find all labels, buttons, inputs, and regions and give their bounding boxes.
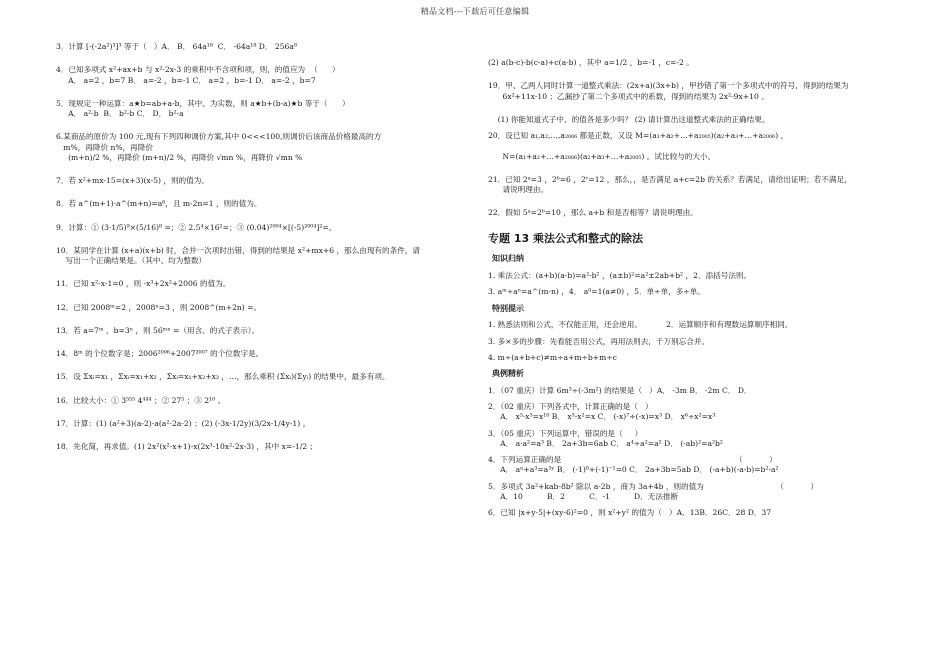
left-column <box>56 42 464 465</box>
example-1: 1．（07 重庆）计算 6m³÷(-3m²) 的结果是（ ）A． -3m B． -2m C． D． <box>488 385 752 395</box>
question-18: 18．先化简，再求值。(1) 2x²(x²-x+1)-x(2x³-10x²-2x-3) ，其中 x=-1/2 ； <box>56 442 318 451</box>
question-17: 17．计算：(1) (a²+3)(a-2)-a(a²-2a-2) ；(2) (-3x-1/2y)(3/2x-1/4y-1) 。 <box>56 418 311 428</box>
question-14: 14．8ᵐ 的个位数字是；2006²⁰⁰⁶+2007²⁰⁰⁷ 的个位数字是。 <box>56 349 264 358</box>
knowledge-line-1: 1. 乘法公式：(a+b)(a-b)=a²-b² ，(a±b)²=a²±2ab+b² ，2．添括号法则。 <box>488 271 752 281</box>
example-5: 5．多项式 3a²+kab-8b² 除以 a-2b ，商为 3a+4b ，则的值为 （ ） A．10 B．2 C．-1 D．无法推断 <box>488 481 819 501</box>
question-22: 22．假如 5ᵃ=2ᵇ=10 ，那么 a+b 和是否相等？请说明理由。 <box>488 208 698 218</box>
tip-line-3: 4. m÷(a+b+c)≠m÷a+m÷b+m÷c <box>488 352 617 362</box>
tips-heading: 特别提示 <box>492 303 524 313</box>
knowledge-line-2: 3. aᵐ÷aⁿ=a^(m-n) ，4． a⁰=1(a≠0) ，5．单÷单，多÷单。 <box>488 287 705 297</box>
tip-line-2: 3. 多×多的步骤：先看能否用公式，再用法则去，千万别忘合并。 <box>488 336 710 346</box>
example-3: 3．（05 重庆）下列运算中，错误的是（ ） A． a·a²=a³ B． 2a+3b=6ab C． a⁴÷a²=a² D． (-ab)²=a²b² <box>488 428 723 448</box>
question-16: 16．比较大小：① 3⁵⁵⁵ 4⁴⁴⁴ ；② 27⁵ ；③ 2¹⁰ 。 <box>56 395 226 405</box>
question-3: 3．计算 [-(-2a²)³]³ 等于（ ）A． B． 64a¹⁸ C． -64a¹⁸ D． 256a⁸ <box>56 42 297 51</box>
examples-heading: 典例精析 <box>492 369 524 379</box>
question-19-subparts: (1) 你能知道式子中、的值各是多少吗？ (2) 请计算出这道整式乘法的正确结果。 <box>488 114 770 124</box>
question-13: 13．若 a=7ᵐ ，b=3ⁿ ，则 56ᵐⁿ =（用含、的式子表示）。 <box>56 325 260 335</box>
question-19: 19．甲、乙两人同时计算一道整式乘法：(2x+a)(3x+b) ，甲抄错了第一个多项式中的符号，得到的结果为 6x²+11x-10 ；乙漏抄了第二个多项式中的系数，得到的结果为 2x²-9x+10 。 <box>488 81 849 101</box>
question-9: 9．计算：① (3·1/5)⁹×(5/16)⁸ =；② 2.5⁴×16²=；③ (0.04)²⁰⁰⁴×[(-5)²⁰⁰⁴]²=。 <box>56 222 337 232</box>
example-4: 4．下列运算正确的是 （ ） A． aⁿ+a³=a³ʸ B． (-1)⁰+(-1)⁻¹=0 C． 2a+3b=5ab D． (-a+b)(-a-b)=b²-a² <box>488 455 779 475</box>
question-20: 20．设已知 a₁,a₂,…,a₂₀₀₆ 都是正数，又设 M=(a₁+a₂+…+a₂₀₀₅)(a₂+a₃+…+a₂₀₀₆) ， N=(a₁+a₂+…+a₂₀₀₆)(a₂+a₃+…+a₂₀₀₅) 。试比较与的大小。 <box>488 131 789 161</box>
knowledge-heading: 知识归纳 <box>492 254 524 264</box>
example-6: 6．已知 |x+y-5|+(xy-6)²=0 ，则 x²+y² 的值为（ ）A．13B．26C．28 D．37 <box>488 508 772 518</box>
question-21: 21．已知 2ᵃ=3 ，2ᵇ=6 ，2ᶜ=12 ，那么，，是否满足 a+c=2b 的关系？若满足，请给出证明；若不满足， 请说明理由。 <box>488 174 852 194</box>
question-11: 11．已知 x²-x-1=0 ，则 -x³+2x²+2006 的值为。 <box>56 279 231 289</box>
question-6: 6.某商品的原价为 100 元,现有下列四种调价方案,其中 0<<<100,则调价后该商品价格最高的方 m%，再降价 n%，再降价 (m+n)/2 %，再降价 (m+n)/2 %，再降价 √mn %，再降价 √mn % <box>56 132 382 162</box>
page-header: 精品文档---下载后可任意编辑 <box>420 7 530 16</box>
question-15: 15．设 Σxᵢ=x₁ ，Σxᵢ=x₁+x₂ ，Σxᵢ=x₁+x₂+x₃ ，…，那么乘积 (Σxᵢ)(Σyᵢ) 的结果中，最多有项。 <box>56 372 390 382</box>
question-4: 4．已知多项式 x²+ax+b 与 x²-2x-3 的乘积中不含项和项，则，的值应为 （ ） A． a=2 ，b=7 B． a=-2 ，b=-1 C． a=2 ，b=-1 D． a=-2 ，b=7 <box>56 65 340 85</box>
question-7: 7．若 x²+mx-15=(x+3)(x-5) ，则的值为。 <box>56 176 209 185</box>
question-18-part2: (2) a(b-c)-b(c-a)+c(a-b) ，其中 a=1/2 ，b=-1 ，c=-2 。 <box>488 58 694 67</box>
right-column <box>488 58 898 524</box>
question-12: 12．已知 2008ᵐ=2 ，2008ⁿ=3 ，则 2008^(m+2n) =。 <box>56 302 262 312</box>
question-8: 8．若 a^(m+1)·a^(m+n)=a⁶，且 m-2n=1 ，则的值为。 <box>56 199 262 209</box>
example-2: 2．（02 重庆）下列各式中，计算正确的是（ ） A． x⁵·x⁵=x¹⁰ B． x³-x²=x C． (-x)⁷÷(-x)=x³ D． x⁶÷x²=x³ <box>488 402 716 422</box>
tip-line-1: 1. 熟悉法则和公式，不仅能正用，还会逆用。 2．运算顺序和有理数运算顺序相同。 <box>488 320 793 330</box>
section-title: 专题 13 乘法公式和整式的除法 <box>488 231 643 245</box>
question-5: 5．现规定一种运算：a★b=ab+a-b，其中、为实数，则 a★b+(b-a)★b 等于（ ） A． a²-b B． b²-b C． D． b²-a <box>56 98 350 118</box>
question-10: 10．某同学在计算 (x+a)(x+b) 时，合并一次项时出错，得到的结果是 x²+mx+6 ，那么由现有的条件，请 写出一个正确结果是。（其中、均为整数） <box>56 245 420 265</box>
